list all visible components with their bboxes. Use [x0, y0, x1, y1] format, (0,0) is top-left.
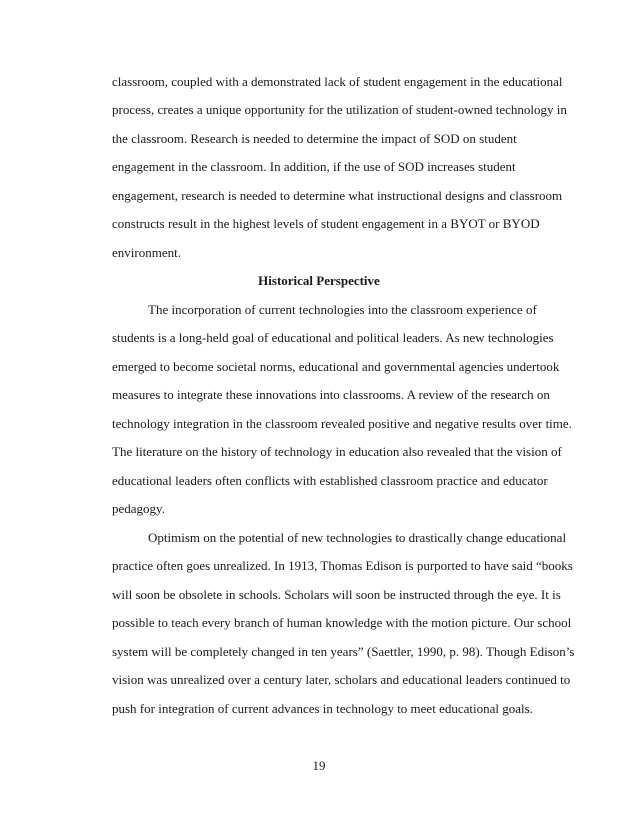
text-line: vision was unrealized over a century later, scholars and educational leaders continued to	[112, 672, 571, 687]
page-number: 19	[312, 758, 326, 773]
text-line: constructs result in the highest levels of student engagement in a BYOT or BYOD	[112, 216, 540, 231]
text-line: the classroom. Research is needed to determine the impact of SOD on student	[112, 131, 517, 146]
text-line: process, creates a unique opportunity for the utilization of student-owned technology in	[112, 102, 567, 117]
text-line: environment.	[112, 245, 181, 260]
text-line: possible to teach every branch of human knowledge with the motion picture. Our school	[112, 615, 572, 630]
text-line: educational leaders often conflicts with established classroom practice and educator	[112, 473, 548, 488]
text-line: The incorporation of current technologies into the classroom experience of	[148, 302, 537, 317]
text-line: push for integration of current advances in technology to meet educational goals.	[112, 701, 533, 716]
text-line: technology integration in the classroom revealed positive and negative results over time.	[112, 416, 572, 431]
text-line: measures to integrate these innovations into classrooms. A review of the research on	[112, 387, 550, 402]
text-line: pedagogy.	[112, 501, 165, 516]
text-line: Optimism on the potential of new technologies to drastically change educational	[148, 530, 567, 545]
text-line: practice often goes unrealized. In 1913, Thomas Edison is purported to have said “books	[112, 558, 573, 573]
text-line: students is a long-held goal of educational and political leaders. As new technologies	[112, 330, 554, 345]
text-line: The literature on the history of technology in education also revealed that the vision of	[112, 444, 562, 459]
text-line: engagement, research is needed to determine what instructional designs and classroom	[112, 188, 563, 203]
section-heading: Historical Perspective	[258, 273, 380, 288]
text-line: will soon be obsolete in schools. Scholars will soon be instructed through the eye. It is	[112, 587, 561, 602]
text-line: engagement in the classroom. In addition, if the use of SOD increases student	[112, 159, 516, 174]
text-line: emerged to become societal norms, educational and governmental agencies undertook	[112, 359, 560, 374]
text-line: classroom, coupled with a demonstrated lack of student engagement in the educational	[112, 74, 563, 89]
text-line: system will be completely changed in ten years” (Saettler, 1990, p. 98). Though Edison’s	[112, 644, 575, 659]
